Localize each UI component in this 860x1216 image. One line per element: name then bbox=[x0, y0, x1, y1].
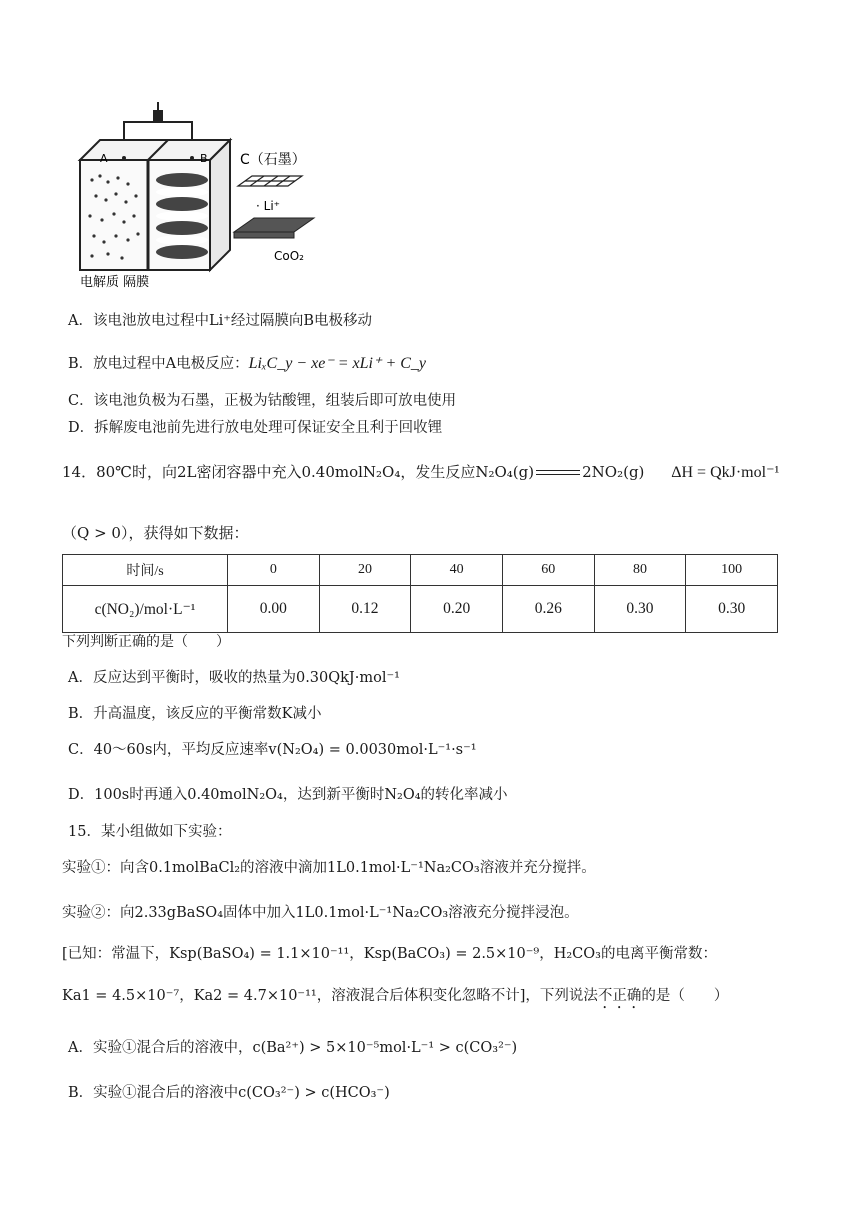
q14-option-b: B．升高温度，该反应的平衡常数K减小 bbox=[68, 706, 322, 722]
q13-option-b-formula: LiₓC_y − xe⁻ = xLi⁺ + C_y bbox=[248, 355, 427, 372]
concentration-cell: 0.30 bbox=[594, 586, 686, 633]
time-cell: 40 bbox=[411, 555, 503, 586]
q13-option-a: A．该电池放电过程中Li⁺经过隔膜向B电极移动 bbox=[68, 313, 373, 329]
q14-question: 下列判断正确的是（ ） bbox=[62, 634, 230, 650]
q14-stem-line2: （Q > 0），获得如下数据： bbox=[62, 524, 249, 542]
q15-exp2: 实验②：向2.33gBaSO₄固体中加入1L0.1mol·L⁻¹Na₂CO₃溶液充分搅拌浸泡。 bbox=[62, 905, 579, 921]
concentration-cell: 0.26 bbox=[502, 586, 594, 633]
q15-known2-prefix: Ka1 = 4.5×10⁻⁷，Ka2 = 4.7×10⁻¹¹，溶液混合后体积变化忽略不计]，下列说法 bbox=[62, 988, 598, 1004]
electrode-a-label: A bbox=[100, 152, 108, 165]
q13-option-c: C．该电池负极为石墨，正极为钴酸锂，组装后即可放电使用 bbox=[68, 393, 457, 409]
time-cell: 0 bbox=[228, 555, 320, 586]
coo2-label: CoO₂ bbox=[274, 249, 304, 263]
q15-option-a: A．实验①混合后的溶液中，c(Ba²⁺) > 5×10⁻⁵mol·L⁻¹ > c(CO₃²⁻) bbox=[68, 1040, 518, 1056]
concentration-cell: 0.00 bbox=[228, 586, 320, 633]
q14-stem-part1: 14．80℃时，向2L密闭容器中充入0.40molN₂O₄，发生反应N₂O₄(g) bbox=[62, 463, 535, 481]
time-cell: 80 bbox=[594, 555, 686, 586]
electrode-b-label: B bbox=[200, 152, 208, 165]
q15-known2-suffix: 的是（ ） bbox=[641, 988, 729, 1004]
li-ion-label: · Li⁺ bbox=[256, 199, 280, 213]
time-cell: 20 bbox=[319, 555, 411, 586]
q14-stem-part2: 2NO₂(g) bbox=[582, 463, 645, 481]
q15-known1: [已知：常温下，Ksp(BaSO₄) = 1.1×10⁻¹¹，Ksp(BaCO₃) = 2.5×10⁻⁹，H₂CO₃的电离平衡常数： bbox=[62, 946, 717, 962]
table-row-time bbox=[63, 555, 778, 586]
q13-option-d: D．拆解废电池前先进行放电处理可保证安全且利于回收锂 bbox=[68, 420, 443, 436]
table-header-label: 时间/s bbox=[63, 555, 228, 586]
equilibrium-arrow-icon bbox=[536, 467, 580, 479]
q15-exp1: 实验①：向含0.1molBaCl₂的溶液中滴加1L0.1mol·L⁻¹Na₂CO₃溶液并充分搅拌。 bbox=[62, 860, 596, 876]
q14-option-c: C．40～60s内，平均反应速率v(N₂O₄) = 0.0030mol·L⁻¹·s⁻¹ bbox=[68, 742, 477, 758]
graphite-label: C（石墨） bbox=[240, 152, 306, 168]
q15-known2 bbox=[62, 986, 728, 1012]
q14-enthalpy: ΔH = QkJ·mol⁻¹ bbox=[671, 464, 780, 481]
q14-option-d: D．100s时再通入0.40molN₂O₄，达到新平衡时N₂O₄的转化率减小 bbox=[68, 787, 508, 803]
battery-diagram bbox=[70, 100, 330, 290]
q15-stem: 15．某小组做如下实验： bbox=[68, 824, 232, 840]
q13-option-b bbox=[68, 354, 426, 374]
concentration-cell: 0.12 bbox=[319, 586, 411, 633]
table-row-label: c(NO₂)/mol·L⁻¹ bbox=[63, 586, 228, 633]
q15-option-b: B．实验①混合后的溶液中c(CO₃²⁻) > c(HCO₃⁻) bbox=[68, 1085, 390, 1101]
q14-data-table bbox=[62, 554, 778, 633]
time-cell: 60 bbox=[502, 555, 594, 586]
q13-option-b-prefix: B．放电过程中A电极反应： bbox=[68, 356, 249, 372]
figure-caption: 电解质 隔膜 bbox=[80, 275, 150, 290]
q15-emphasis: 不正确 bbox=[597, 988, 642, 1004]
time-cell: 100 bbox=[686, 555, 778, 586]
concentration-cell: 0.20 bbox=[411, 586, 503, 633]
table-row-concentration bbox=[63, 586, 778, 633]
terminal-icon bbox=[153, 110, 163, 122]
concentration-cell: 0.30 bbox=[686, 586, 778, 633]
q14-stem bbox=[62, 462, 779, 483]
q14-option-a: A．反应达到平衡时，吸收的热量为0.30QkJ·mol⁻¹ bbox=[68, 670, 400, 686]
